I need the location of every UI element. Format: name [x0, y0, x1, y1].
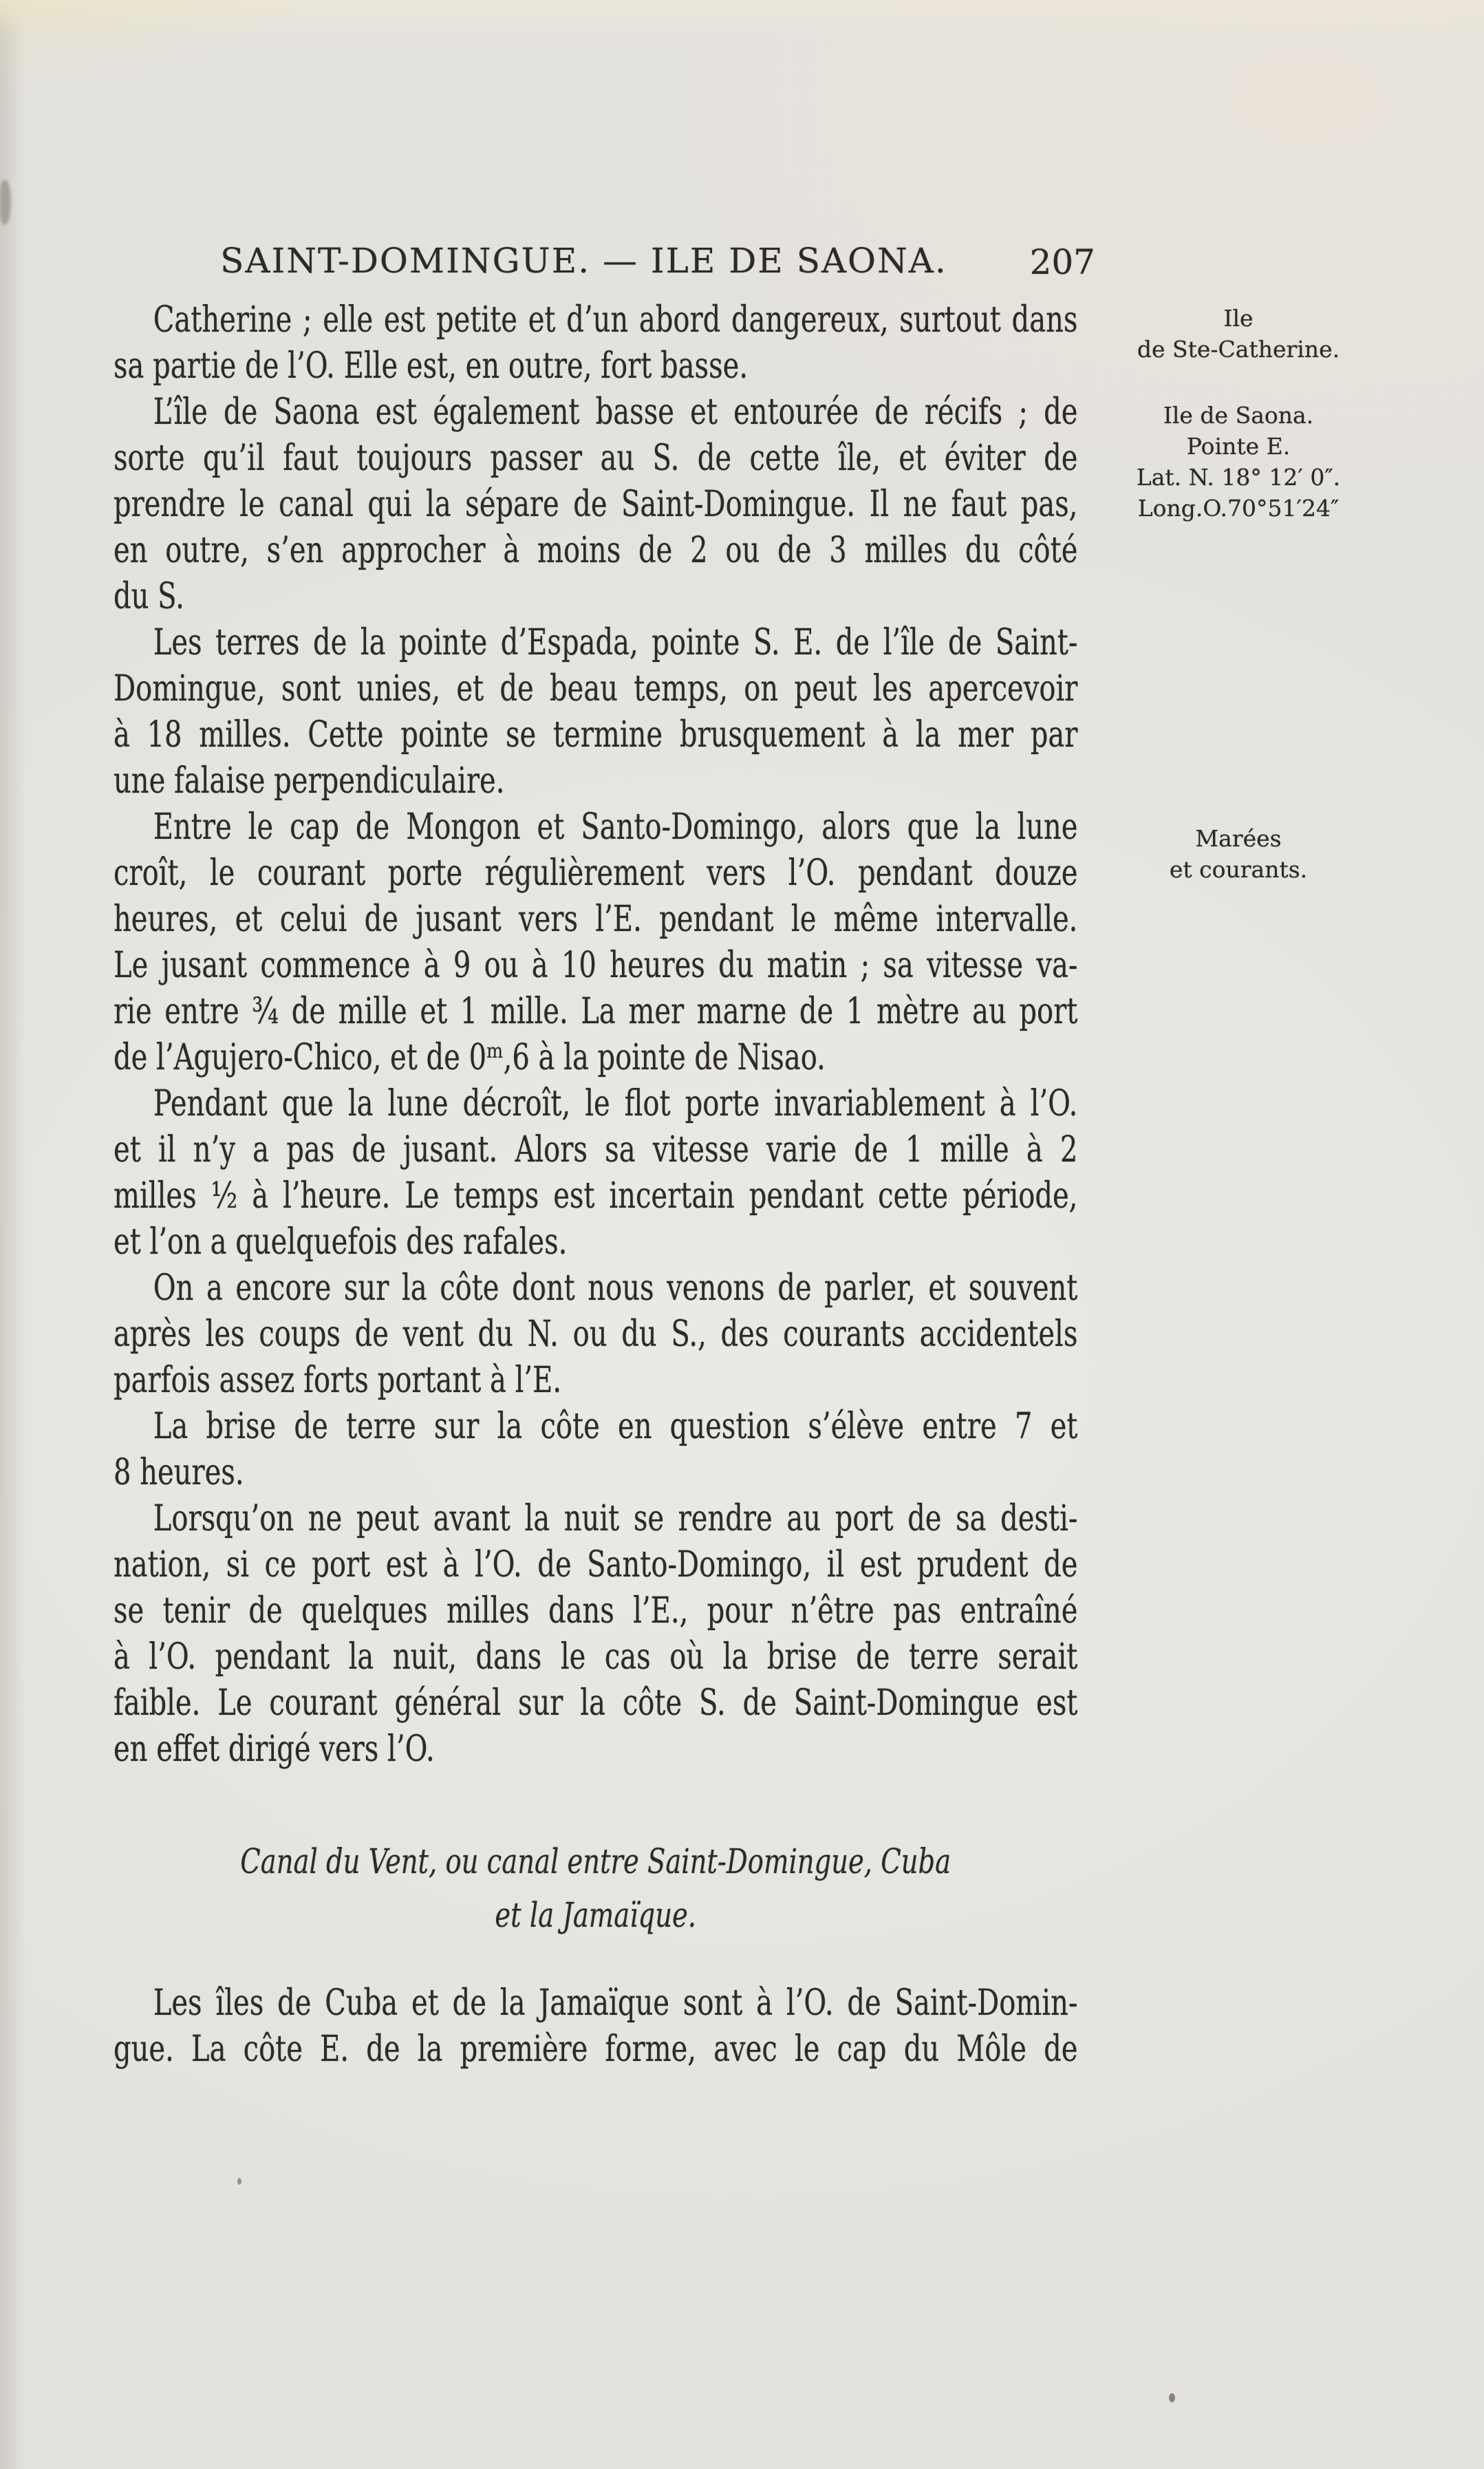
main-text-column: [114, 297, 1077, 2073]
text-line: 8 heures.: [114, 1452, 244, 1493]
text-line: et l’on a quelquefois des rafales.: [114, 1221, 568, 1263]
paragraph: [114, 1980, 1077, 2073]
page-number: 207: [1029, 242, 1095, 282]
paragraph: [114, 1265, 1077, 1404]
text-line: de l’Agujero-Chico, et de 0ᵐ,6 à la pointe de Nisao.: [114, 1037, 826, 1078]
text-line: heures, et celui de jusant vers l’E. pendant le même intervalle.: [114, 899, 1078, 940]
text-line: milles ½ à l’heure. Le temps est incertain pendant cette période,: [114, 1175, 1078, 1217]
margin-note-line: Long.O.70°51′24″: [1137, 495, 1340, 522]
text-line: en outre, s’en approcher à moins de 2 ou de 3 milles du côté: [114, 530, 1078, 571]
text-line: sorte qu’il faut toujours passer au S. de cette île, et éviter de: [114, 438, 1078, 479]
running-head: SAINT-DOMINGUE. — ILE DE SAONA.: [220, 241, 947, 281]
paragraph: [114, 389, 1077, 620]
text-line: Catherine ; elle est petite et d’un abord dangereux, surtout dans: [153, 299, 1078, 341]
ink-speck: [1169, 2393, 1175, 2402]
margin-note-line: de Ste-Catherine.: [1137, 336, 1340, 363]
margin-note-line: et courants.: [1169, 856, 1308, 883]
text-line: Les terres de la pointe d’Espada, pointe S. E. de l’île de Saint-: [153, 622, 1078, 663]
text-line: Pendant que la lune décroît, le flot porte invariablement à l’O.: [153, 1083, 1078, 1124]
text-line: On a encore sur la côte dont nous venons de parler, et souvent: [153, 1268, 1078, 1309]
paragraph: [114, 1496, 1077, 1773]
section-heading-line: et la Jamaïque.: [495, 1895, 697, 1935]
text-line: faible. Le courant général sur la côte S. de Saint-Domingue est: [114, 1682, 1078, 1724]
margin-note-line: Ile de Saona.: [1163, 402, 1314, 429]
section-heading: [114, 1835, 1077, 1942]
text-line: parfois assez forts portant à l’E.: [114, 1360, 562, 1401]
margin-note: [1115, 823, 1362, 885]
text-line: à 18 milles. Cette pointe se termine brusquement à la mer par: [114, 714, 1078, 756]
text-line: Domingue, sont unies, et de beau temps, on peut les apercevoir: [114, 668, 1078, 709]
ink-speck: [237, 2178, 241, 2185]
text-line: à l’O. pendant la nuit, dans le cas où la brise de terre serait: [114, 1636, 1078, 1678]
margin-note-line: Ile: [1223, 305, 1254, 332]
text-line: Les îles de Cuba et de la Jamaïque sont à l’O. de Saint-Domin-: [153, 1982, 1078, 2024]
paragraph: [114, 297, 1077, 389]
text-line: L’île de Saona est également basse et entourée de récifs ; de: [153, 392, 1078, 433]
text-line: sa partie de l’O. Elle est, en outre, fort basse.: [114, 345, 749, 387]
margin-note-line: Lat. N. 18° 12′ 0″.: [1136, 464, 1341, 491]
paragraph: [114, 1404, 1077, 1496]
text-line: Le jusant commence à 9 ou à 10 heures du matin ; sa vitesse va-: [114, 945, 1078, 986]
text-line: croît, le courant porte régulièrement vers l’O. pendant douze: [114, 853, 1078, 894]
text-line: gue. La côte E. de la première forme, avec le cap du Môle de: [114, 2029, 1078, 2070]
text-line: Entre le cap de Mongon et Santo-Domingo, alors que la lune: [153, 806, 1078, 848]
text-line: se tenir de quelques milles dans l’E., pour n’être pas entraîné: [114, 1590, 1078, 1632]
text-line: et il n’y a pas de jusant. Alors sa vitesse varie de 1 mille à 2: [114, 1129, 1078, 1171]
running-head-row: [114, 241, 1095, 282]
text-line: rie entre ¾ de mille et 1 mille. La mer marne de 1 mètre au port: [114, 991, 1078, 1032]
text-line: après les coups de vent du N. ou du S., des courants accidentels: [114, 1314, 1078, 1355]
paragraph: [114, 620, 1077, 804]
margin-note-line: Marées: [1195, 825, 1282, 852]
margin-note: [1115, 400, 1362, 524]
margin-note-line: Pointe E.: [1186, 433, 1291, 460]
text-line: une falaise perpendiculaire.: [114, 760, 505, 802]
paragraph: [114, 1081, 1077, 1265]
text-line: prendre le canal qui la sépare de Saint-Domingue. Il ne faut pas,: [114, 484, 1078, 525]
text-line: nation, si ce port est à l’O. de Santo-Domingo, il est prudent de: [114, 1544, 1078, 1585]
text-line: La brise de terre sur la côte en question s’élève entre 7 et: [153, 1406, 1078, 1447]
scan-smudge: [0, 180, 11, 224]
paragraph: [114, 804, 1077, 1081]
margin-note: [1115, 303, 1362, 365]
text-line: Lorsqu’on ne peut avant la nuit se rendre au port de sa desti-: [153, 1498, 1078, 1539]
text-line: du S.: [114, 576, 184, 617]
section-heading-line: Canal du Vent, ou canal entre Saint-Domingue, Cuba: [240, 1841, 951, 1881]
text-line: en effet dirigé vers l’O.: [114, 1729, 435, 1770]
